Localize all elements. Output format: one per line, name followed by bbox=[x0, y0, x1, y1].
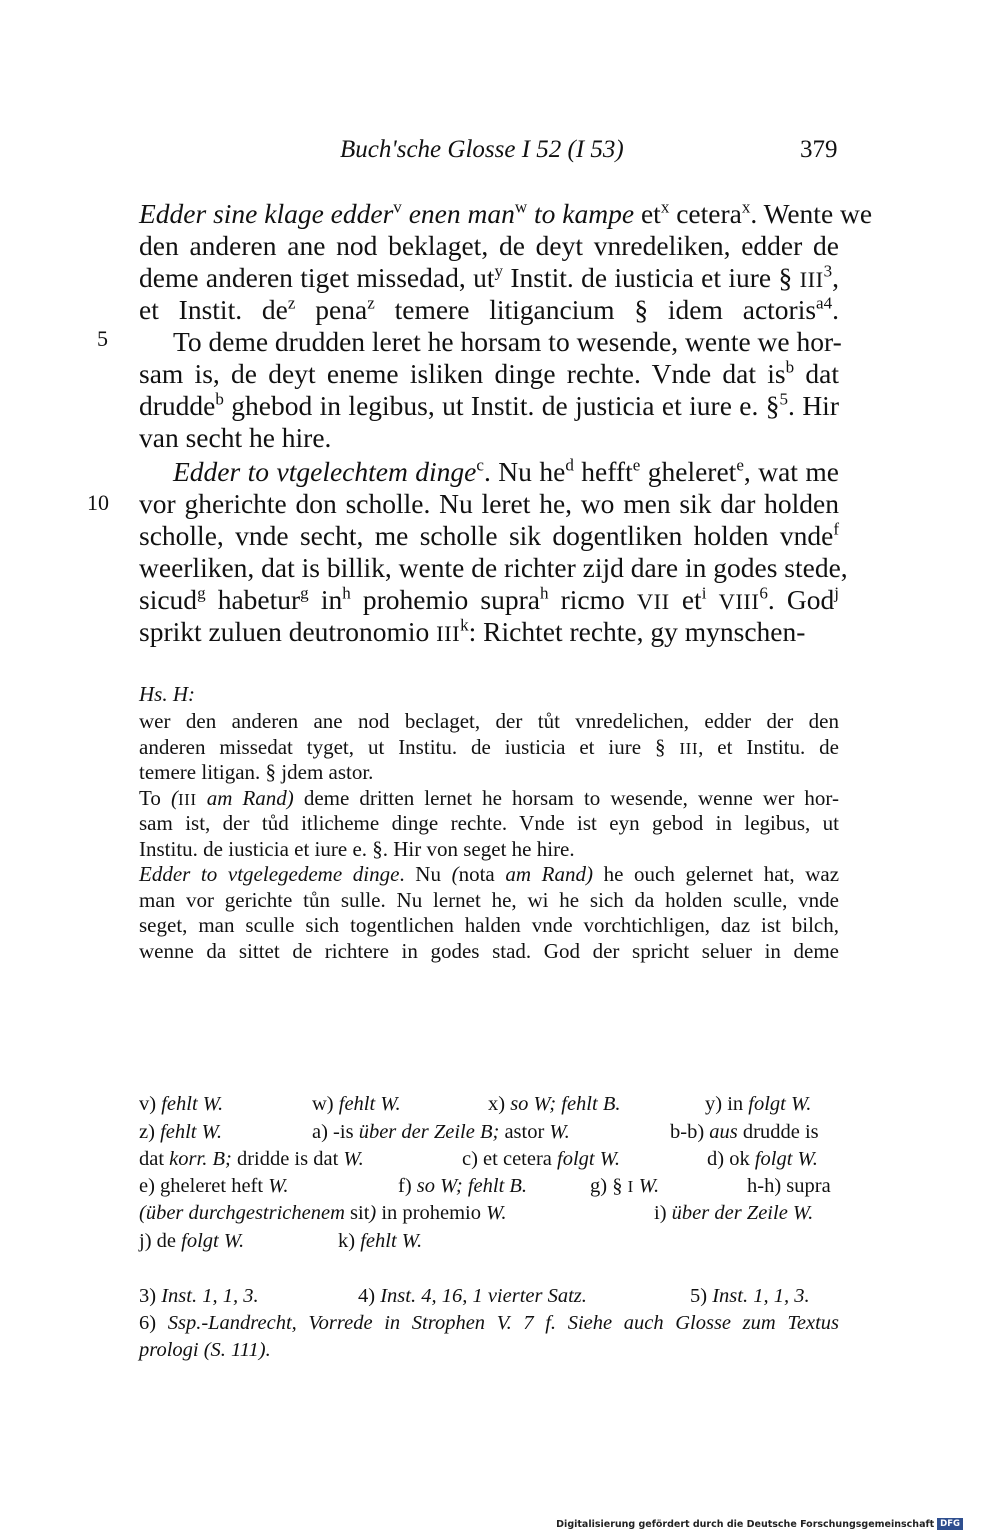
dfg-credit bbox=[556, 1518, 963, 1530]
apparatus-note: x) so W; fehlt B. bbox=[488, 1093, 621, 1115]
variant-line: wenne da sittet de richtere in godes stad. God der spricht seluer in deme bbox=[139, 938, 839, 963]
apparatus-note: (über durchgestrichenem sit) in prohemio W. bbox=[139, 1202, 507, 1224]
main-text-line: vor gherichte don scholle. Nu leret he, wo men sik dar holden bbox=[139, 488, 839, 519]
apparatus-note: k) fehlt W. bbox=[338, 1230, 423, 1252]
main-text-line: sprikt zuluen deutronomio III$^k$: Richtet rechte, gy mynschen- bbox=[139, 615, 806, 647]
apparatus-note: g) § I W. bbox=[590, 1175, 660, 1197]
line-number-10: 10 bbox=[87, 490, 109, 515]
variant-line: temere litigan. § jdem astor. bbox=[139, 760, 374, 784]
apparatus-note: a) -is über der Zeile B; astor W. bbox=[312, 1121, 570, 1143]
main-text-line: den anderen ane nod beklaget, de deyt vnredeliken, edder de bbox=[139, 230, 839, 261]
main-text-line: weerliken, dat is billik, wente de richter zijd dare in godes stede, bbox=[139, 552, 848, 583]
variant-line: anderen missedat tyget, ut Institu. de iusticia et iure § III, et Institu. de bbox=[139, 734, 839, 759]
apparatus-note: w) fehlt W. bbox=[312, 1093, 401, 1115]
apparatus-note: f) so W; fehlt B. bbox=[398, 1175, 528, 1197]
variant-line: Edder to vtgelegedeme dinge. Nu (nota am Rand) he ouch gelernet hat, waz bbox=[139, 862, 840, 886]
source-note: 3) Inst. 1, 1, 3. bbox=[139, 1285, 259, 1307]
source-note: 5) Inst. 1, 1, 3. bbox=[690, 1285, 810, 1307]
main-text-line: To deme drudden leret he horsam to wesende, wente we hor- bbox=[173, 326, 842, 357]
apparatus-note: dat korr. B; dridde is dat W. bbox=[139, 1148, 364, 1170]
line-number-5: 5 bbox=[97, 326, 108, 351]
page-number: 379 bbox=[800, 136, 838, 163]
variant-line: man vor gerichte tůn sulle. Nu lernet he, wi he sich da holden sculle, vnde bbox=[139, 887, 839, 912]
main-text-line: deme anderen tiget missedad, $ut^y$ Instit. de iusticia et iure § III$^3$, bbox=[139, 261, 839, 293]
main-text-line: et Instit. $de^z$ pena$^z$ temere litigancium § idem actoris$^{a4}$. bbox=[139, 293, 839, 325]
source-note: 4) Inst. 4, 16, 1 vierter Satz. bbox=[358, 1285, 587, 1307]
dfg-credit-text: Digitalisierung gefördert durch die Deutsche Forschungsgemeinschaft bbox=[556, 1518, 935, 1530]
apparatus-note: z) fehlt W. bbox=[139, 1121, 222, 1143]
apparatus-note: y) in folgt W. bbox=[705, 1093, 812, 1115]
main-text-line: sicud$^g$ habetur$^g$ $in^h$ prohemio supra$^h$ ricmo VII $et^i$ VIII$^6$. God$^j$ bbox=[139, 583, 839, 615]
main-text-line: scholle, vnde secht, me scholle sik dogentliken holden vnde$^f$ bbox=[139, 519, 839, 551]
main-text-line: sam is, de deyt eneme isliken dinge rechte. Vnde dat $is^b$ dat bbox=[139, 357, 839, 389]
variant-heading: Hs. H: bbox=[139, 682, 195, 706]
main-text-line: Edder to vtgelechtem dinge$^c$. Nu $he^d$ hefft$^e$ gheleret$^e$, wat me bbox=[173, 455, 839, 487]
main-text-line: van secht he hire. bbox=[139, 422, 332, 453]
apparatus-note: d) ok folgt W. bbox=[707, 1148, 818, 1170]
apparatus-note: j) de folgt W. bbox=[139, 1230, 245, 1252]
apparatus-note: b-b) aus drudde is bbox=[670, 1121, 819, 1143]
apparatus-note: i) über der Zeile W. bbox=[654, 1202, 814, 1224]
variant-line: wer den anderen ane nod beclaget, der tůt vnredelichen, edder der den bbox=[139, 709, 839, 733]
variant-line: Institu. de iusticia et iure e. §. Hir von seget he hire. bbox=[139, 836, 575, 861]
source-note: prologi (S. 111). bbox=[139, 1339, 271, 1361]
apparatus-note: h-h) supra bbox=[747, 1175, 831, 1197]
source-note: 6) Ssp.-Landrecht, Vorrede in Strophen V. 7 f. Siehe auch Glosse zum Textus bbox=[139, 1312, 839, 1334]
variant-line: sam ist, der tůd itlicheme dinge rechte. Vnde ist eyn gebod in legibus, ut bbox=[139, 811, 839, 835]
variant-line: To (III am Rand) deme dritten lernet he horsam to wesende, wenne wer hor- bbox=[139, 785, 839, 810]
apparatus-note: e) gheleret heft W. bbox=[139, 1175, 289, 1197]
apparatus-note: v) fehlt W. bbox=[139, 1093, 224, 1115]
variant-line: seget, man sculle sich togentlichen halden vnde vorchtichligen, daz ist bilch, bbox=[139, 913, 839, 937]
running-header-title: Buch'sche Glosse I 52 (I 53) bbox=[340, 136, 624, 163]
dfg-logo: DFG bbox=[937, 1518, 963, 1530]
main-text-line: Edder sine klage edder$^v$ enen man$^w$ to kampe $et^x$ cetera$^x$. Wente we bbox=[139, 197, 873, 229]
main-text-line: drudde$^b$ ghebod in legibus, ut Instit. de justicia et iure e. §$^5$. Hir bbox=[139, 389, 839, 421]
apparatus-note: c) et cetera folgt W. bbox=[462, 1148, 621, 1170]
